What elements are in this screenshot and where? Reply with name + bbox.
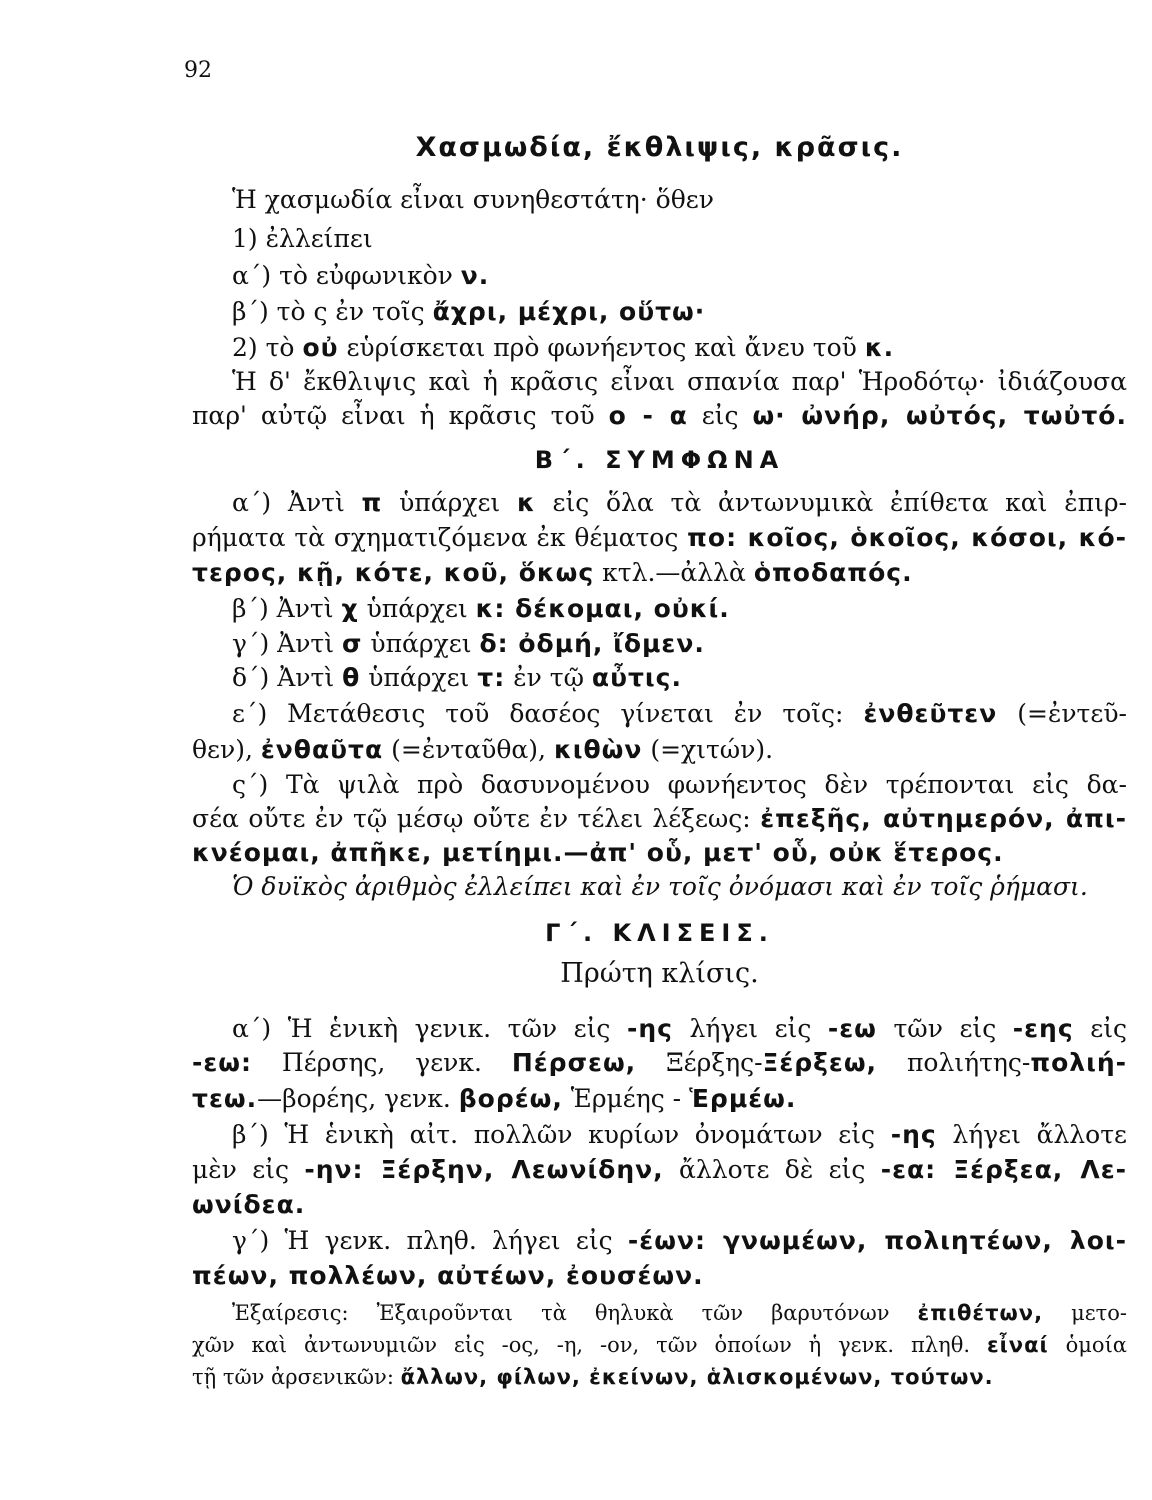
paragraph-line: β΄) Ἀντὶ χ ὑπάρχει κ: δέκομαι, οὐκί. [232, 594, 730, 623]
dual-number-note: Ὁ δυϊκὸς ἀριθμὸς ἐλλείπει καὶ ἐν τοῖς ὀνόμασι καὶ ἐν τοῖς ῥήμασι. [232, 872, 1088, 901]
paragraph-line: Ἡ δ' ἔκθλιψις καὶ ἡ κρᾶσις εἶναι σπανία παρ' Ἡροδότῳ· ἰδιάζουσα [232, 367, 1127, 396]
paragraph-line: -εω: Πέρσης, γενκ. Πέρσεω, Ξέρξης-Ξέρξεω, πολιήτης-πολιή- [192, 1048, 1127, 1077]
paragraph-line: α΄) Ἀντὶ π ὑπάρχει κ εἰς ὅλα τὰ ἀντωνυμικὰ ἐπίθετα καὶ ἐπιρ- [232, 488, 1127, 517]
paragraph-line: σέα οὔτε ἐν τῷ μέσῳ οὔτε ἐν τέλει λέξεως: ἐπεξῆς, αὐτημερόν, ἀπι- [192, 804, 1127, 833]
paragraph-line: ωνίδεα. [192, 1190, 306, 1219]
paragraph-line: α΄) Ἡ ἑνικὴ γενικ. τῶν εἰς -ης λήγει εἰς -εω τῶν εἰς -εης εἰς [232, 1014, 1127, 1043]
list-item: 2) τὸ οὐ εὑρίσκεται πρὸ φωνήεντος καὶ ἄνευ τοῦ κ. [232, 333, 895, 362]
paragraph-line: θεν), ἐνθαῦτα (=ἐνταῦθα), κιθὼν (=χιτών). [192, 735, 774, 764]
exception-line: Ἐξαίρεσις: Ἐξαιροῦνται τὰ θηλυκὰ τῶν βαρυτόνων ἐπιθέτων, μετο- [232, 1301, 1127, 1325]
paragraph-line: πέων, πολλέων, αὐτέων, ἐουσέων. [192, 1261, 704, 1290]
paragraph-line: β΄) Ἡ ἑνικὴ αἰτ. πολλῶν κυρίων ὀνομάτων εἰς -ης λήγει ἄλλοτε [232, 1120, 1127, 1149]
paragraph-line: γ΄) Ἡ γενκ. πληθ. λήγει εἰς -έων: γνωμέων, πολιητέων, λοι- [232, 1226, 1127, 1255]
section-heading-declensions: Γ΄. ΚΛΙΣΕΙΣ. [545, 919, 774, 947]
subheading-first-declension: Πρώτη κλίσις. [560, 958, 759, 989]
paragraph-line: Ἡ χασμωδία εἶναι συνηθεστάτη· ὅθεν [232, 185, 714, 214]
paragraph-line: παρ' αὐτῷ εἶναι ἡ κρᾶσις τοῦ ο - α εἰς ω· ὠνήρ, ωὐτός, τωὐτό. [192, 401, 1127, 430]
paragraph-line: μὲν εἰς -ην: Ξέρξην, Λεωνίδην, ἄλλοτε δὲ εἰς -εα: Ξέρξεα, Λε- [192, 1155, 1127, 1184]
paragraph-line: κνέομαι, ἀπῆκε, μετίημι.—ἀπ' οὗ, μετ' οὗ, οὐκ ἕτερος. [192, 838, 1004, 867]
page-number: 92 [184, 58, 212, 83]
paragraph-line: δ΄) Ἀντὶ θ ὑπάρχει τ: ἐν τῷ αὖτις. [232, 663, 682, 692]
list-item: β΄) τὸ ς ἐν τοῖς ἄχρι, μέχρι, οὕτω· [232, 297, 706, 326]
exception-line: χῶν καὶ ἀντωνυμιῶν εἰς -ος, -η, -ον, τῶν ὁποίων ἡ γενκ. πληθ. εἶναί ὁμοία [192, 1333, 1127, 1357]
paragraph-line: γ΄) Ἀντὶ σ ὑπάρχει δ: ὀδμή, ἴδμεν. [232, 629, 705, 658]
list-item: 1) ἐλλείπει [232, 224, 373, 253]
paragraph-line: ς΄) Τὰ ψιλὰ πρὸ δασυνομένου φωνήεντος δὲν τρέπονται εἰς δα- [232, 770, 1127, 799]
exception-line: τῇ τῶν ἀρσενικῶν: ἄλλων, φίλων, ἐκείνων, ἁλισκομένων, τούτων. [192, 1365, 994, 1389]
paragraph-line: τερος, κῇ, κότε, κοῦ, ὅκως κτλ.—ἀλλὰ ὁποδαπός. [192, 558, 913, 587]
section-heading-hiatus: Χασμωδία, ἔκθλιψις, κρᾶσις. [415, 132, 904, 163]
paragraph-line: ε΄) Μετάθεσις τοῦ δασέος γίνεται ἐν τοῖς: ἐνθεῦτεν (=ἐντεῦ- [232, 699, 1127, 728]
section-heading-consonants: Β΄. ΣΥΜΦΩΝΑ [534, 446, 785, 474]
list-item: α΄) τὸ εὐφωνικὸν ν. [232, 261, 490, 290]
paragraph-line: ρήματα τὰ σχηματιζόμενα ἐκ θέματος πο: κοῖος, ὁκοῖος, κόσοι, κό- [192, 523, 1127, 552]
paragraph-line: τεω.—βορέης, γενκ. βορέω, Ἑρμέης - Ἑρμέω. [192, 1084, 797, 1113]
